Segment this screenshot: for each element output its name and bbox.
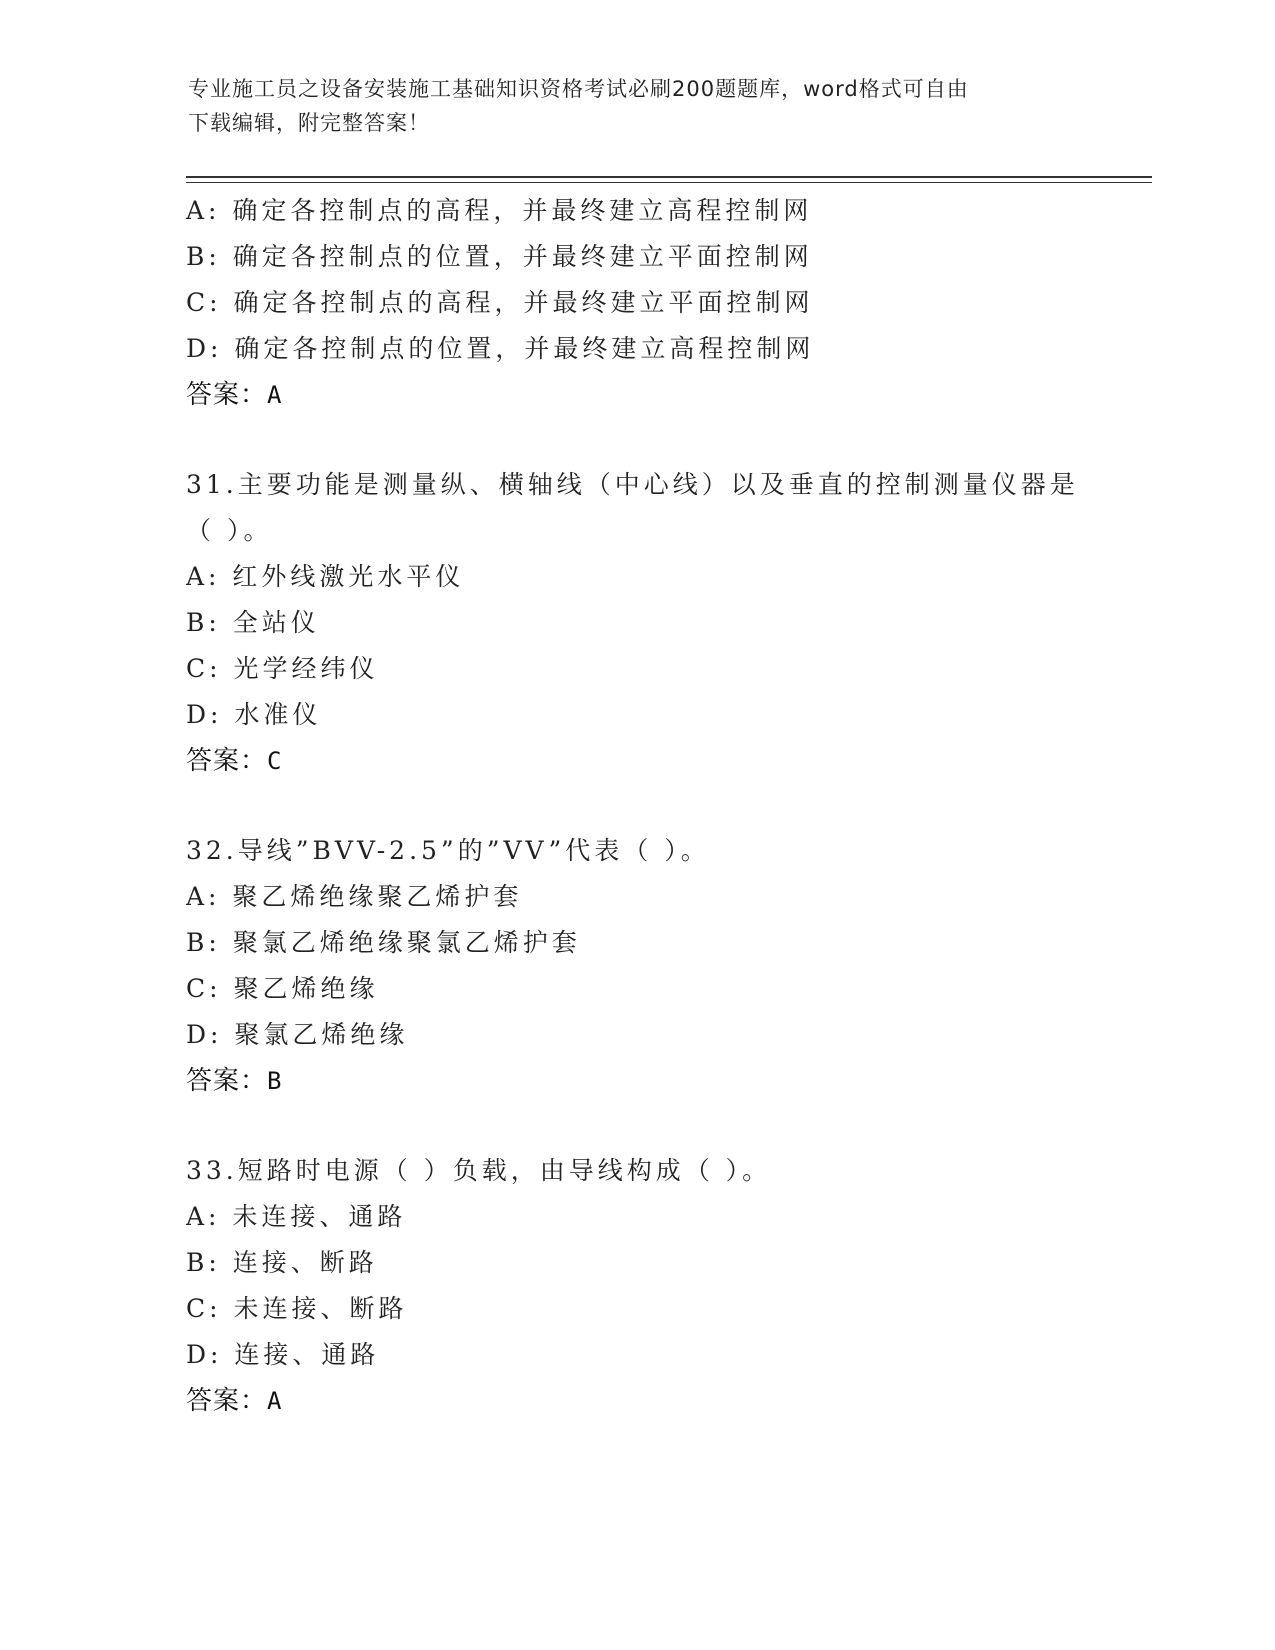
question-stem: 32.导线”BVV-2.5”的”VV”代表（ ）。 [186,836,710,865]
option-d: D: 确定各控制点的位置，并最终建立高程控制网 [186,334,815,363]
answer-label: 答案： [186,1386,268,1416]
option-b: B: 聚氯乙烯绝缘聚氯乙烯护套 [186,928,581,957]
question-stem: 31.主要功能是测量纵、横轴线（中心线）以及垂直的控制测量仪器是 [186,470,1079,499]
option-a: A: 未连接、通路 [186,1202,407,1231]
question-31 [186,462,1146,784]
option-c: C: 确定各控制点的高程，并最终建立平面控制网 [186,288,814,317]
answer-line [186,738,1146,784]
question-stem-continued: （ ）。 [186,516,273,545]
option-c: C: 光学经纬仪 [186,654,379,683]
option-c: C: 未连接、断路 [186,1294,408,1323]
option-a: A: 确定各控制点的高程，并最终建立高程控制网 [186,196,813,225]
question-30-continued [186,188,1146,418]
answer-value: A [267,381,283,409]
question-32 [186,828,1146,1104]
answer-value: C [267,747,283,775]
option-d: D: 连接、通路 [186,1340,380,1369]
option-d: D: 聚氯乙烯绝缘 [186,1020,409,1049]
header-line-2: 下载编辑，附完整答案！ [188,111,430,135]
header-divider-thin [186,182,1152,183]
option-b: B: 连接、断路 [186,1248,378,1277]
option-a: A: 红外线激光水平仪 [186,562,465,591]
answer-label: 答案： [186,380,268,410]
answer-line [186,1378,1146,1424]
document-header [188,72,1088,140]
answer-label: 答案： [186,1066,268,1096]
option-a: A: 聚乙烯绝缘聚乙烯护套 [186,882,523,911]
answer-line [186,372,1146,418]
option-b: B: 确定各控制点的位置，并最终建立平面控制网 [186,242,813,271]
answer-value: B [267,1067,283,1095]
header-line-1: 专业施工员之设备安装施工基础知识资格考试必刷200题题库，word格式可自由 [188,77,969,101]
answer-line [186,1058,1146,1104]
question-list [186,188,1146,1424]
question-stem: 33.短路时电源（ ）负载，由导线构成（ ）。 [186,1156,772,1185]
option-b: B: 全站仪 [186,608,320,637]
header-divider-thick [186,176,1152,178]
question-33 [186,1148,1146,1424]
option-d: D: 水准仪 [186,700,322,729]
option-c: C: 聚乙烯绝缘 [186,974,379,1003]
answer-label: 答案： [186,746,268,776]
answer-value: A [267,1387,283,1415]
